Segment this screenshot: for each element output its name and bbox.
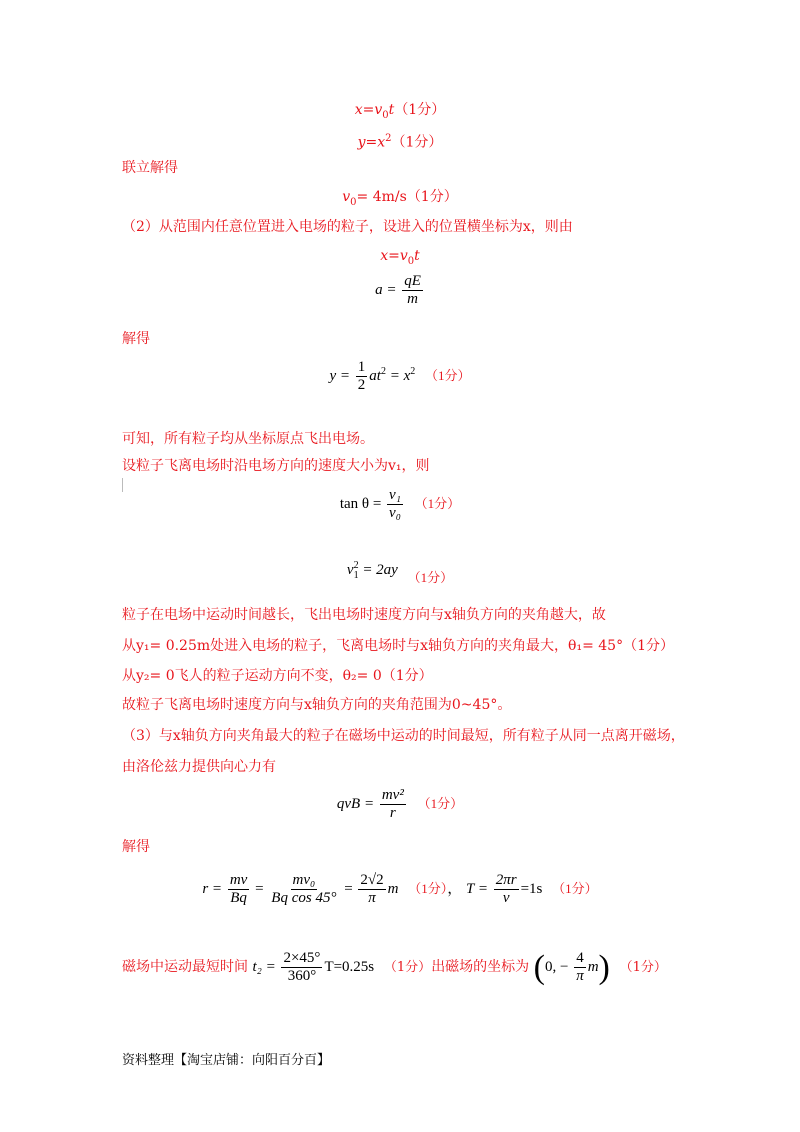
equation-tan [0, 487, 800, 522]
frac-num: v₁ [389, 487, 401, 503]
footer-shop: 【淘宝店铺：向阳百分百】 [174, 1053, 331, 1068]
equation-qvb [0, 787, 800, 822]
eq-sub: 0 [407, 255, 415, 267]
frac-den: 360° [287, 968, 317, 984]
eq-text: v [346, 562, 354, 578]
eq-text: =1s [520, 880, 543, 897]
fraction [494, 872, 519, 907]
part2-text: （2）从范围内任意位置进入电场的粒子，设进入的位置横坐标为x，则由 [122, 219, 573, 235]
equation-a [0, 273, 800, 308]
eq-text: t [388, 102, 395, 118]
eq-text: a = [375, 281, 397, 298]
frac-num: 2πr [495, 872, 517, 888]
frac-den: m [407, 291, 418, 307]
eq-text: y = [329, 367, 351, 384]
paren-left: ( [533, 948, 545, 986]
eq-text: = x [389, 367, 411, 384]
score-label: （1分） [552, 880, 598, 896]
score-label: （1分） [391, 134, 443, 151]
frac-den: Bq [230, 890, 247, 906]
eq-text: t₂ = [252, 958, 276, 975]
eq-text: T=0.25s [324, 958, 375, 975]
frac-num: 2√2 [360, 872, 384, 888]
eq-sup: 2 [410, 365, 416, 377]
frac-den: 2 [357, 377, 366, 393]
eq-sub: 0 [350, 196, 357, 208]
paren-right: ) [598, 948, 610, 986]
eq-text: = [255, 880, 264, 897]
eq-sup: 2 [380, 365, 386, 377]
eq-text: v [342, 189, 351, 205]
text-she: 设粒子飞离电场时沿电场方向的速度大小为v₁，则 [122, 458, 430, 474]
frac-den: π [576, 968, 584, 984]
frac-den: r [389, 805, 396, 821]
eq-text: = 2ay [362, 562, 398, 578]
fraction [358, 872, 385, 907]
score-label: （1分） [407, 570, 454, 585]
frac-num: 4 [576, 950, 584, 966]
equation-x-v0t [0, 101, 800, 125]
eq-prefix: 磁场中运动最短时间 [122, 958, 248, 975]
score-label: （1分） [424, 367, 471, 383]
eq-text: m [587, 958, 599, 975]
frac-num: mv₀ [292, 872, 316, 888]
frac-num: qE [404, 273, 421, 289]
text-jiede-2: 解得 [122, 839, 150, 855]
equation-v0 [0, 188, 800, 212]
eq-text: = 4m/s [356, 189, 407, 205]
equation-y-x2 [0, 130, 800, 152]
equation-x-v0t-2 [0, 247, 800, 271]
equation-y-half [0, 359, 800, 394]
eq-text: x=v [380, 248, 408, 264]
frac-num: 1 [357, 359, 366, 375]
score-label: （1分） [383, 959, 432, 975]
frac-den: π [368, 890, 376, 906]
text-cong-2: 从y₂= 0飞人的粒子运动方向不变，θ₂= 0（1分） [122, 668, 433, 684]
part3-text: （3）与x轴负方向夹角最大的粒子在磁场中运动的时间最短，所有粒子从同一点离开磁场， [122, 728, 685, 744]
frac-num: mv² [381, 787, 404, 803]
eq-text: qvB = [336, 795, 375, 812]
footer-label: 资料整理 [122, 1053, 175, 1068]
eq-text: t [414, 248, 420, 264]
eq-text: tan θ = [339, 495, 382, 512]
footer [122, 1052, 330, 1070]
text-lorentz: 由洛伦兹力提供向心力有 [122, 759, 276, 775]
eq-text: 0, − [544, 958, 569, 975]
eq-sub: 1 [353, 570, 359, 581]
coordinate [533, 948, 614, 986]
fraction [228, 872, 250, 907]
score-label: （1分） [619, 959, 667, 975]
frac-num: 2×45° [283, 950, 321, 966]
frac-den: Bq cos 45° [271, 890, 337, 906]
equation-t2 [122, 950, 667, 985]
text-cong-1: 从y₁= 0.25m处进入电场的粒子，飞离电场时与x轴负方向的夹角最大，θ₁= 45°（1分） [122, 638, 674, 654]
eq-text: m [387, 880, 399, 897]
fraction [574, 950, 586, 985]
fraction [402, 273, 423, 308]
equation-r-T [0, 872, 800, 907]
text-yuechang: 粒子在电场中运动时间越长，飞出电场时速度方向与x轴负方向的夹角越大，故 [122, 607, 606, 623]
fraction [380, 787, 406, 822]
fraction [281, 950, 322, 985]
eq-text: T = [466, 880, 488, 897]
eq-text: y=x [357, 134, 386, 151]
score-label: （1分） [394, 102, 446, 118]
eq-text: x=v [354, 102, 383, 118]
text-kezhi: 可知，所有粒子均从坐标原点飞出电场。 [122, 431, 374, 447]
score-label: （1分） [408, 880, 448, 896]
fraction [356, 359, 368, 394]
eq-mid: 出磁场的坐标为 [431, 958, 530, 975]
eq-text: = [344, 880, 353, 897]
fraction [387, 487, 403, 522]
frac-den: v₀ [389, 505, 401, 521]
text-gu: 故粒子飞离电场时速度方向与x轴负方向的夹角范围为0~45°。 [122, 697, 512, 713]
eq-text: at [369, 367, 381, 384]
score-label: （1分） [406, 189, 458, 205]
score-label: （1分） [417, 795, 464, 811]
text-jiede-1: 解得 [122, 331, 150, 347]
score-label: （1分） [414, 495, 461, 511]
text-lianli: 联立解得 [122, 160, 178, 176]
eq-sup: 2 [353, 560, 359, 571]
frac-den: v [502, 890, 510, 906]
separator: ， [447, 880, 463, 897]
eq-text: r = [202, 880, 223, 897]
frac-num: mv [229, 872, 248, 888]
equation-v1sq [0, 557, 800, 585]
fraction [269, 872, 338, 907]
eq-sup: 2 [385, 133, 392, 144]
eq-sub: 0 [382, 109, 389, 121]
